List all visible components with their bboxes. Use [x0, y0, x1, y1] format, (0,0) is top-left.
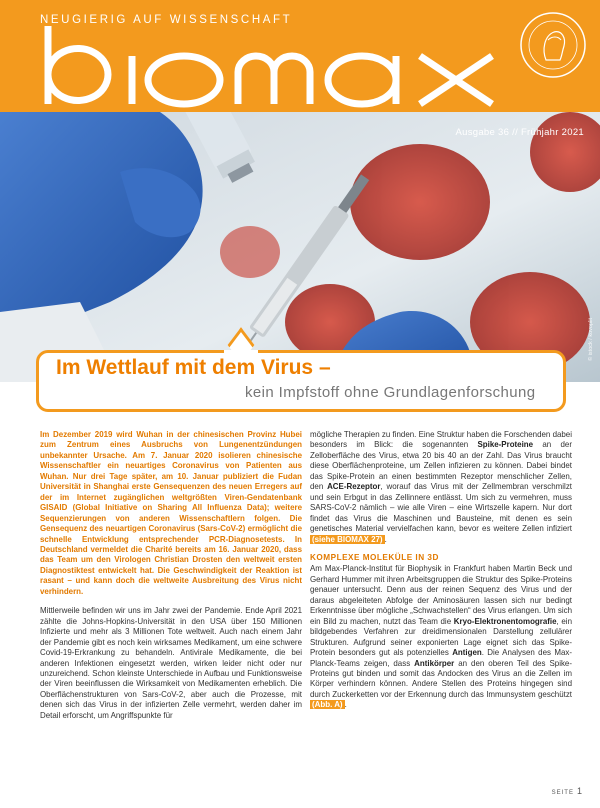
body-paragraph-continued: mögliche Therapien zu finden. Eine Struktur haben die Forschenden dabei besonders im Blick: die sogenannten Spike-Proteine an der Zelloberfläche des Virus, etwa 20 bis 40 an der Zahl. Das Virus braucht diese Oberflächenproteine, um Zellen infizieren zu können. Dabei bindet das Spike-Protein an einen bestimmten Rezeptor menschlicher Zellen, den ACE-Rezeptor, worauf das Virus mit der Zellmembran verschmilzt und sein Erbgut in das Zellinnere entlässt. Um sich zu vermehren, muss SARS-CoV-2 nämlich – wie alle Viren – eine Wirtszelle kapern. Nur dort findet das Virus die Maschinen und Bausteine, mit denen es sein genetisches Material vervielfachen kann, bevor es weitere Zellen infiziert (siehe BIOMAX 27) .: [310, 430, 572, 544]
article-subtitle: kein Impfstoff ohne Grundlagenforschung: [245, 384, 536, 401]
max-planck-seal-icon: [518, 10, 588, 80]
page-number-value: 1: [576, 786, 582, 796]
photo-credit: © istock / kovoplit: [588, 318, 594, 361]
page-label: SEITE: [551, 790, 574, 796]
keyword-spike-proteine: Spike-Proteine: [477, 440, 534, 450]
issue-info: Ausgabe 36 // Frühjahr 2021: [455, 127, 584, 138]
lead-paragraph: Im Dezember 2019 wird Wuhan in der chinesischen Provinz Hubei zum Zentrum eines Ausbruchs von Lungenentzündungen unbekannter Ursache. Am 7. Januar 2020 isolieren chinesische Wissenschaftler ein neuartiges Coronavirus von Patienten aus Wuhan. Nur drei Tage später, am 10. Januar publiziert die Fudan Universität in Shanghai erste Gensequenzen des neuen Erregers auf der im Internet zugänglichen weltgrößten Viren-Gendatenbank GISAID (Global Initiative on Sharing All Influenza Data); weitere Sequenzierungen von anderen Wissenschaftlern folgen. Die Gensequenz des neuartigen Coronavirus (Sars-CoV-2) ermöglicht die schnelle Entwicklung entsprechender PCR-Diagnosetests. In Deutschland vermeldet die Charité bereits am 16. Januar 2020, dass das Team um den Virologen Christian Drosten den weltweit ersten Diagnostiktest entwickelt hat. Die Geschwindigkeit der Reaktion ist rasant – und kann doch die weltweite Ausbreitung des Virus nicht verhindern.: [40, 430, 302, 596]
right-column: [310, 430, 572, 711]
section-heading: KOMPLEXE MOLEKÜLE IN 3D: [310, 552, 439, 562]
hero-vaccine-photo: [0, 112, 600, 382]
tagline: NEUGIERIG AUF WISSENSCHAFT: [40, 14, 293, 26]
keyword-antigen: Antigen: [452, 648, 482, 658]
cross-reference-biomax-27[interactable]: (siehe BIOMAX 27): [312, 534, 383, 544]
left-column: [40, 430, 302, 721]
page-number: [552, 786, 582, 796]
biomax-logo: [40, 26, 500, 108]
keyword-ace-rezeptor: ACE-Rezeptor: [327, 482, 381, 492]
keyword-kryo-elektronentomografie: Kryo-Elektronentomografie: [453, 616, 557, 626]
body-paragraph: Mittlerweile befinden wir uns im Jahr zwei der Pandemie. Ende April 2021 zählte die Johns-Hopkins-Universität in den USA über 150 Millionen Infizierte und mehr als 3 Millionen Tote weltweit. Auch nach einem Jahr der Pandemie gibt es noch kein wirksames Medikament, um eine schwere Covid-19-Erkrankung zu behandeln. Antivirale Medikamente, die bei anderen Infektionen eingesetzt werden, wirken leider nicht oder nur unzureichend. Schon kleinste Unterschiede in Aufbau und Funktionsweise der Viren beeinflussen die Wirksamkeit von Medikamenten erheblich. Die Oberflächenstrukturen von Sars-CoV-2, aber auch die Prozesse, mit denen sich das Virus in der infizierten Zelle vermehrt, werden daher im Detail erforscht, um Angriffspunkte für: [40, 606, 302, 720]
figure-reference-abb-a[interactable]: (Abb. A): [312, 700, 343, 710]
article-title: Im Wettlauf mit dem Virus –: [56, 356, 331, 379]
body-paragraph: Am Max-Planck-Institut für Biophysik in Frankfurt haben Martin Beck und Gerhard Hummer mit ihren Arbeitsgruppen die Struktur des Spike-Proteins genauer untersucht. Denn aus der reinen Sequenz des Virus und der daraus abgeleiteten Abfolge der Aminosäuren lassen sich nur bedingt Erkenntnisse über mögliche „Schwachstellen“ des Virus erlangen. Um sich ein Bild zu machen, nutzt das Team die Kryo-Elektronentomografie, ein bildgebendes Verfahren zur dreidimensionalen Darstellung zellulärer Strukturen. Aufgrund seiner exponierten Lage eignet sich das Spike-Protein besonders gut als potenzielles Antigen. Die Analysen des Max-Planck-Teams zeigen, dass Antikörper an den oberen Teil des Spike-Proteins gut binden und somit das Andocken des Virus an die Zellen im Körper verhindern können. Andere Stellen des Proteins hingegen sind durch Zuckerketten vor der Erkennung durch das Immunsystem geschützt (Abb. A) .: [310, 564, 572, 710]
keyword-antikoerper: Antikörper: [414, 658, 455, 668]
